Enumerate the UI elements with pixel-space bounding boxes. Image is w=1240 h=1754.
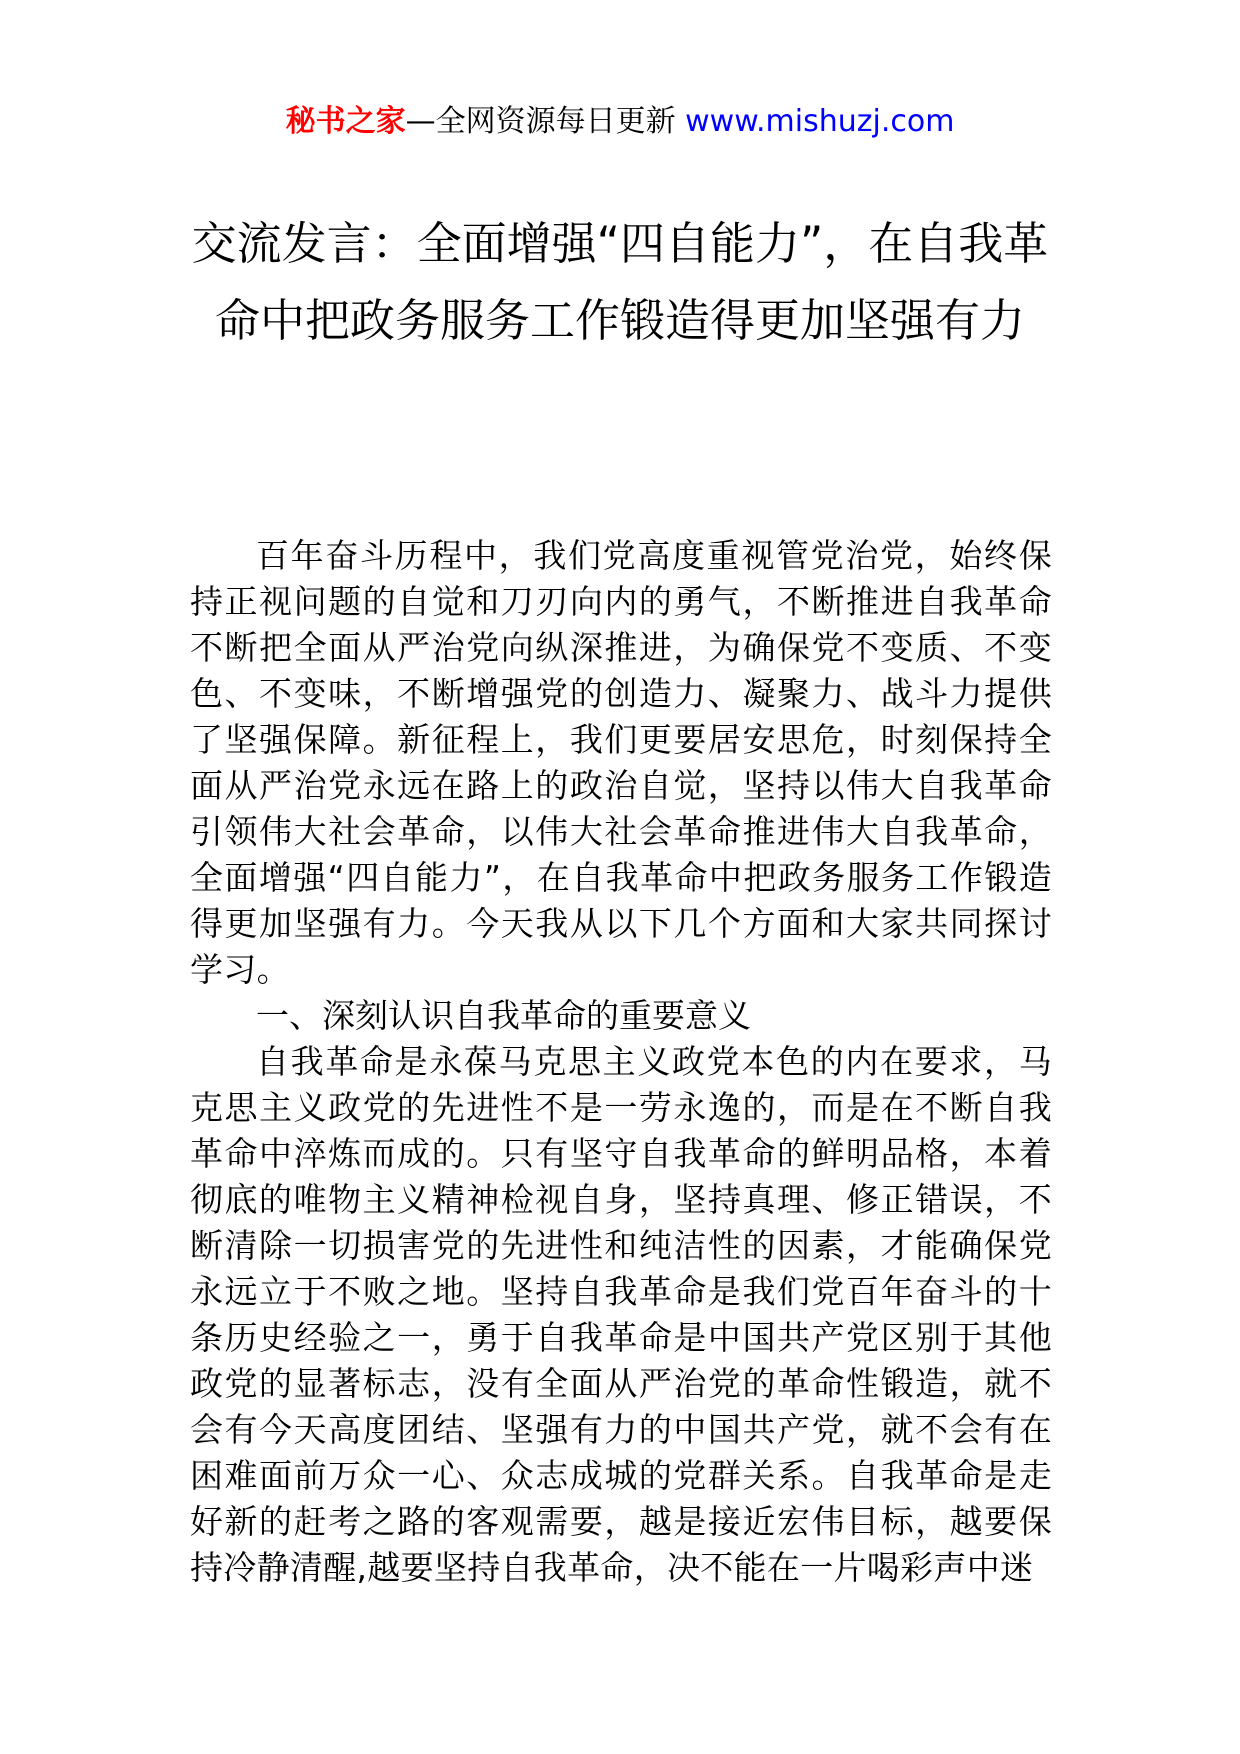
- body-paragraph: 自我革命是永葆马克思主义政党本色的内在要求，马克思主义政党的先进性不是一劳永逸的，而是在不断自我革命中淬炼而成的。只有坚守自我革命的鲜明品格，本着彻底的唯物主义精神检视自身，坚持真理、修正错误，不断清除一切损害党的先进性和纯洁性的因素，才能确保党永远立于不败之地。坚持自我革命是我们党百年奋斗的十条历史经验之一，勇于自我革命是中国共产党区别于其他政党的显著标志，没有全面从严治党的革命性锻造，就不会有今天高度团结、坚强有力的中国共产党，就不会有在困难面前万众一心、众志成城的党群关系。自我革命是走好新的赶考之路的客观需要，越是接近宏伟目标，越要保持冷静清醒,越要坚持自我革命，决不能在一片喝彩声中迷: [190, 1042, 1052, 1587]
- header-banner: [0, 100, 1240, 144]
- document-title: 交流发言：全面增强“四自能力”，在自我革命中把政务服务工作锻造得更加坚强有力: [191, 217, 1049, 347]
- intro-paragraph: 百年奋斗历程中，我们党高度重视管党治党，始终保持正视问题的自觉和刀刃向内的勇气，不断推进自我革命不断把全面从严治党向纵深推进，为确保党不变质、不变色、不变味，不断增强党的创造力、凝聚力、战斗力提供了坚强保障。新征程上，我们更要居安思危，时刻保持全面从严治党永远在路上的政治自觉，坚持以伟大自我革命引领伟大社会革命，以伟大社会革命推进伟大自我革命，全面增强“四自能力”，在自我革命中把政务服务工作锻造得更加坚强有力。今天我从以下几个方面和大家共同探讨学习。: [190, 536, 1052, 989]
- site-url-link[interactable]: www.mishuzj.com: [685, 104, 955, 139]
- header-tagline: —全网资源每日更新: [405, 104, 676, 139]
- section-heading: 一、深刻认识自我革命的重要意义: [256, 996, 751, 1035]
- document-body: [190, 533, 1052, 1591]
- brand-name[interactable]: 秘书之家: [285, 104, 406, 139]
